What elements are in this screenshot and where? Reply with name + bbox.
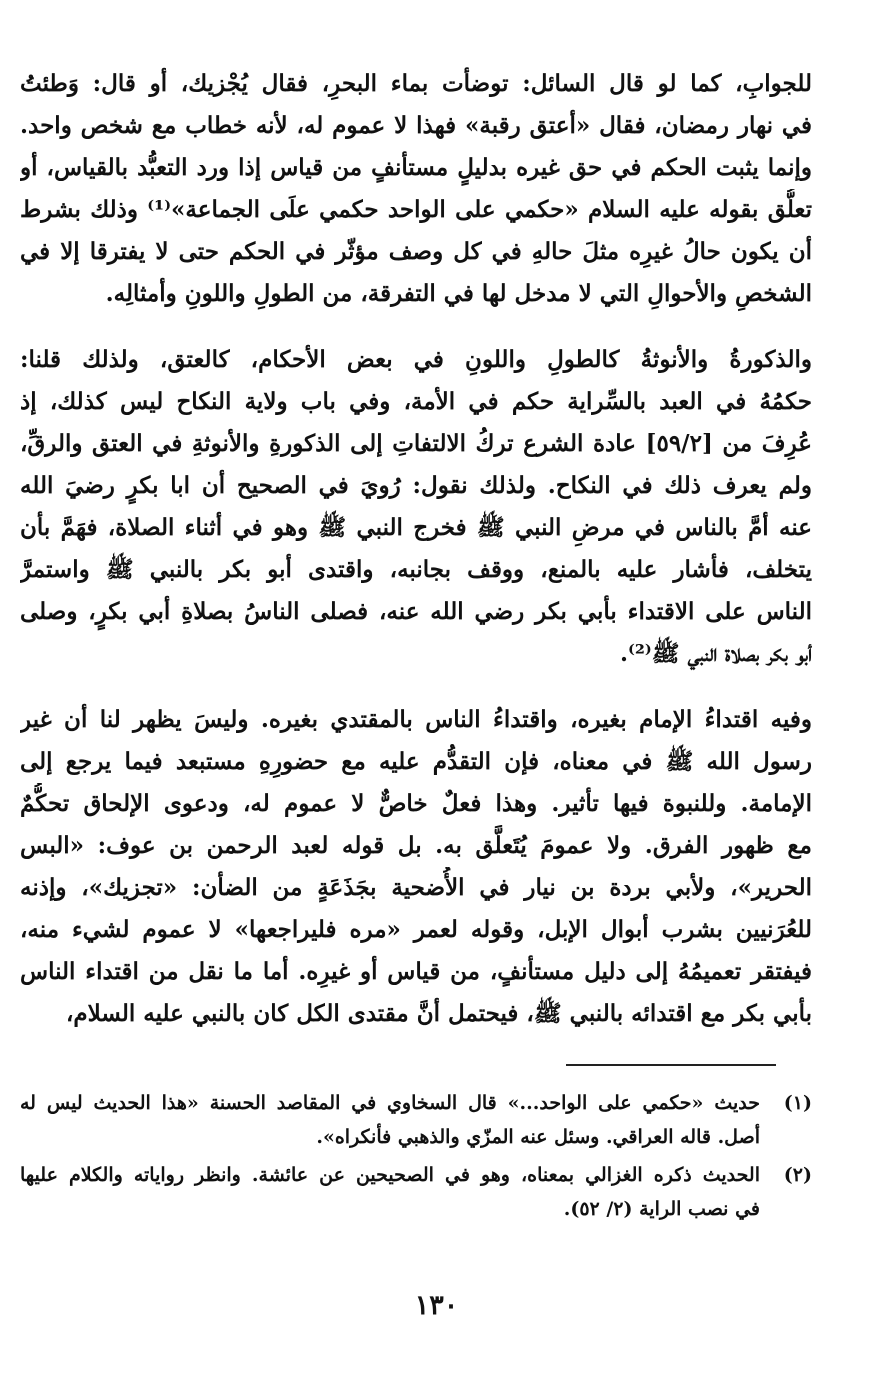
text-line: أبو بكر بصلاة النبي ﷺ⁽²⁾. [619, 640, 812, 667]
text-line: وفيه اقتداءُ الإمام بغيره، واقتداءُ الناس بالمقتدي بغيره. وليسَ يظهر لنا أن غير [20, 706, 812, 733]
text-line: حكمُهُ في العبد بالسِّراية حكم في الأمة، وفي باب ولاية النكاح ليس كذلك، إذ [20, 388, 812, 415]
text-line: الشخصِ والأحوالِ التي لا مدخل لها في التفرقة، من الطولِ واللونِ وأمثالِه. [105, 280, 812, 307]
text-line: الحرير»، ولأبي بردة بن نيار في الأُضحية بجَذَعَةٍ من الضأن: «تجزيك»، وإذنه [20, 874, 812, 901]
paragraph-3 [20, 699, 812, 1035]
footnote-line: في نصب الراية (٢/ ٥٢). [563, 1198, 760, 1220]
text-line: للعُرَنيين بشرب أبوال الإبل، وقوله لعمر «مره فليراجعها» لا عموم لشيء منه، [20, 916, 812, 943]
footnotes [20, 1086, 812, 1230]
paragraph-2 [20, 339, 812, 675]
paragraph-1 [20, 63, 812, 315]
text-line: للجوابِ، كما لو قال السائل: توضأت بماء البحرِ، فقال يُجْزيك، أو قال: وَطئتُ [20, 70, 812, 97]
text-line: يتخلف، فأشار عليه بالمنع، ووقف بجانبه، واقتدى أبو بكر بالنبي ﷺ واستمرَّ [20, 556, 812, 583]
main-text [20, 63, 812, 1035]
footnote-number: (٢) [783, 1164, 812, 1186]
footnote-1 [20, 1086, 812, 1154]
text-line: بأبي بكر مع اقتدائه بالنبي ﷺ، فيحتمل أنَّ مقتدى الكل كان بالنبي عليه السلام، [65, 1000, 812, 1027]
footnote-number: (١) [783, 1092, 812, 1114]
text-line: فيفتقر تعميمُهُ إلى دليل مستأنفٍ، من قياس أو غيرِه. أما ما نقل من اقتداء الناس [20, 958, 812, 985]
text-line: تعلُّق بقوله عليه السلام «حكمي على الواحد حكمي علَى الجماعة»⁽¹⁾ وذلك بشرط [20, 196, 812, 223]
text-line: رسول الله ﷺ في معناه، فإن التقدُّم عليه مع حضورِهِ مستبعد فيما يرجع إلى [20, 748, 812, 775]
text-line: الإمامة. وللنبوة فيها تأثير. وهذا فعلٌ خاصٌّ لا عموم له، ودعوى الإلحاق تحكُّمٌ [20, 790, 812, 817]
footnote-line: حديث «حكمي على الواحد...» قال السخاوي في المقاصد الحسنة «هذا الحديث ليس له [20, 1092, 760, 1114]
text-line: مع ظهور الفرق. ولا عمومَ يُتَعلَّق به. بل قوله لعبد الرحمن بن عوف: «البس [20, 832, 812, 859]
text-line: الناس على الاقتداء بأبي بكر رضي الله عنه، فصلى الناسُ بصلاةِ أبي بكرٍ، وصلى [20, 598, 812, 625]
text-line: ولم يعرف ذلك في النكاح. ولذلك نقول: رُويَ في الصحيح أن ابا بكرٍ رضيَ الله [20, 472, 812, 499]
text-line: في نهار رمضان، فقال «أعتق رقبة» فهذا لا عموم له، لأنه خطاب مع شخص واحد. [20, 112, 812, 139]
footnote-line: أصل. قاله العراقي. وسئل عنه المزّي والذهبي فأنكراه». [316, 1126, 760, 1148]
page-number: ١٣٠ [414, 1290, 459, 1321]
text-line: والذكورةُ والأنوثةُ كالطولِ واللونِ في بعض الأحكام، كالعتق، ولذلك قلنا: [20, 346, 812, 373]
text-line: أن يكون حالُ غيرِه مثلَ حالهِ في كل وصف مؤثّر في الحكم حتى لا يفترقا إلا في [20, 238, 812, 265]
footnote-line: الحديث ذكره الغزالي بمعناه، وهو في الصحيحين عن عائشة. وانظر رواياته والكلام عليها [20, 1164, 760, 1186]
text-line: وإنما يثبت الحكم في حق غيره بدليلٍ مستأنفٍ من قياس إذا ورد التعبُّد بالقياس، أو [20, 154, 812, 181]
footnote-separator [566, 1064, 776, 1066]
text-line: عُرِفَ من [٥٩/٢] عادة الشرع تركُ الالتفاتِ إلى الذكورةِ والأنوثةِ في العتق والرقِّ، [20, 430, 812, 457]
footnote-2 [20, 1158, 812, 1226]
text-line: عنه أمَّ بالناس في مرضِ النبي ﷺ فخرج النبي ﷺ وهو في أثناء الصلاة، فهَمَّ بأن [20, 514, 812, 541]
